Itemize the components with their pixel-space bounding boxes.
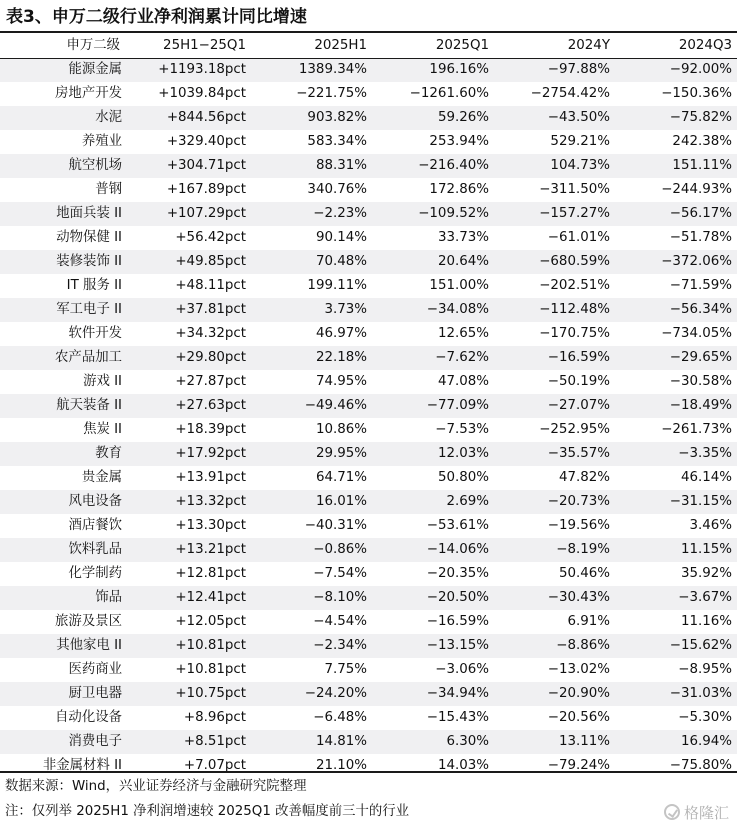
header-rule	[0, 58, 737, 59]
diff-cell: +1039.84pct	[158, 86, 246, 101]
q3-2024-cell: −150.36%	[661, 86, 732, 101]
table-row	[0, 514, 737, 538]
q1-2025-cell: 33.73%	[437, 230, 489, 245]
h1-2025-cell: −4.54%	[313, 614, 367, 629]
table-row	[0, 634, 737, 658]
diff-cell: +329.40pct	[166, 134, 246, 149]
diff-cell: +1193.18pct	[122, 58, 246, 82]
y-2024-cell: −27.07%	[489, 394, 610, 418]
industry-cell: 普钢	[95, 182, 122, 197]
y-2024-cell: 6.91%	[567, 614, 610, 629]
h1-2025-cell: 70.48%	[246, 250, 367, 274]
diff-cell: +13.32pct	[122, 490, 246, 514]
diff-cell: +13.91pct	[175, 470, 246, 485]
q1-2025-cell: −3.06%	[435, 662, 489, 677]
q3-2024-cell: 11.16%	[680, 614, 732, 629]
q3-2024-cell: −5.30%	[678, 710, 732, 725]
industry-cell: 厨卫电器	[0, 682, 122, 706]
table-row	[0, 370, 737, 394]
industry-cell: 动物保健 II	[56, 230, 122, 245]
h1-2025-cell: 21.10%	[315, 758, 367, 773]
source-note: 数据来源：Wind，兴业证券经济与金融研究院整理	[5, 779, 307, 794]
q3-2024-cell: −3.67%	[610, 586, 737, 610]
table-header-row	[0, 34, 737, 58]
y-2024-cell: −8.86%	[489, 634, 610, 658]
industry-cell: 航天装备 II	[0, 394, 122, 418]
diff-cell: +13.30pct	[175, 518, 246, 533]
q1-2025-cell: −77.09%	[367, 394, 489, 418]
top-rule	[0, 31, 737, 33]
y-2024-cell: −8.19%	[489, 538, 610, 562]
table-row	[0, 490, 737, 514]
table-row	[0, 466, 737, 490]
diff-cell: +12.05pct	[175, 614, 246, 629]
q1-2025-cell: −7.53%	[435, 422, 489, 437]
diff-cell: +7.07pct	[183, 758, 246, 773]
y-2024-cell: −16.59%	[489, 346, 610, 370]
q3-2024-cell: −8.95%	[678, 662, 732, 677]
diff-cell: +27.87pct	[175, 374, 246, 389]
table-row	[0, 610, 737, 634]
diff-cell: +17.92pct	[122, 442, 246, 466]
q1-2025-cell: −20.50%	[367, 586, 489, 610]
q3-2024-cell: 3.46%	[689, 518, 732, 533]
diff-cell: +37.81pct	[122, 298, 246, 322]
q3-2024-cell: −244.93%	[661, 182, 732, 197]
industry-cell: 养殖业	[81, 134, 122, 149]
y-2024-cell: −20.56%	[547, 710, 610, 725]
diff-cell: +10.81pct	[175, 662, 246, 677]
y-2024-cell: −79.24%	[547, 758, 610, 773]
q1-2025-cell: −7.62%	[367, 346, 489, 370]
q1-2025-cell: −15.43%	[426, 710, 489, 725]
y-2024-cell: −43.50%	[489, 106, 610, 130]
industry-cell: 水泥	[0, 106, 122, 130]
h1-2025-cell: −6.48%	[313, 710, 367, 725]
header-2025q1: 2025Q1	[435, 38, 489, 53]
h1-2025-cell: 16.01%	[246, 490, 367, 514]
h1-2025-cell: 10.86%	[315, 422, 367, 437]
y-2024-cell: −202.51%	[539, 278, 610, 293]
industry-cell: 软件开发	[68, 326, 122, 341]
h1-2025-cell: −49.46%	[246, 394, 367, 418]
table-row	[0, 682, 737, 706]
q3-2024-cell: 242.38%	[672, 134, 732, 149]
q1-2025-cell: −20.35%	[426, 566, 489, 581]
q1-2025-cell: 2.69%	[367, 490, 489, 514]
h1-2025-cell: 88.31%	[246, 154, 367, 178]
table-row	[0, 106, 737, 130]
h1-2025-cell: 583.34%	[307, 134, 367, 149]
diff-cell: +29.80pct	[122, 346, 246, 370]
table-row	[0, 130, 737, 154]
industry-cell: 风电设备	[0, 490, 122, 514]
diff-cell: +8.96pct	[183, 710, 246, 725]
diff-cell: +49.85pct	[122, 250, 246, 274]
h1-2025-cell: 90.14%	[315, 230, 367, 245]
q3-2024-cell: −56.34%	[610, 298, 737, 322]
table-row	[0, 562, 737, 586]
y-2024-cell: −61.01%	[547, 230, 610, 245]
industry-cell: 房地产开发	[55, 86, 122, 101]
q3-2024-cell: −71.59%	[669, 278, 732, 293]
h1-2025-cell: 14.81%	[246, 730, 367, 754]
q1-2025-cell: 253.94%	[429, 134, 489, 149]
table-row	[0, 346, 737, 370]
h1-2025-cell: −2.23%	[246, 202, 367, 226]
q3-2024-cell: 16.94%	[610, 730, 737, 754]
industry-cell: 装修装饰 II	[0, 250, 122, 274]
h1-2025-cell: −2.34%	[246, 634, 367, 658]
table-row	[0, 226, 737, 250]
y-2024-cell: −20.90%	[489, 682, 610, 706]
q3-2024-cell: −15.62%	[610, 634, 737, 658]
diff-cell: +12.81pct	[175, 566, 246, 581]
table-row	[0, 418, 737, 442]
diff-cell: +10.81pct	[122, 634, 246, 658]
q3-2024-cell: −92.00%	[610, 58, 737, 82]
industry-cell: 旅游及景区	[55, 614, 122, 629]
y-2024-cell: −680.59%	[489, 250, 610, 274]
bottom-rule	[0, 771, 737, 773]
table-row	[0, 706, 737, 730]
industry-cell: 酒店餐饮	[68, 518, 122, 533]
h1-2025-cell: 903.82%	[246, 106, 367, 130]
table-row	[0, 202, 737, 226]
y-2024-cell: −170.75%	[539, 326, 610, 341]
h1-2025-cell: 1389.34%	[246, 58, 367, 82]
h1-2025-cell: −7.54%	[313, 566, 367, 581]
y-2024-cell: −50.19%	[547, 374, 610, 389]
table-body	[0, 58, 737, 778]
y-2024-cell: −157.27%	[489, 202, 610, 226]
q1-2025-cell: 12.65%	[437, 326, 489, 341]
diff-cell: +107.29pct	[122, 202, 246, 226]
table-row	[0, 442, 737, 466]
table-row	[0, 298, 737, 322]
table-row	[0, 82, 737, 106]
q3-2024-cell: 35.92%	[680, 566, 732, 581]
q1-2025-cell: 151.00%	[429, 278, 489, 293]
table-row	[0, 586, 737, 610]
q1-2025-cell: −34.94%	[367, 682, 489, 706]
industry-cell: 农产品加工	[0, 346, 122, 370]
header-diff: 25H1−25Q1	[163, 38, 246, 53]
y-2024-cell: 104.73%	[489, 154, 610, 178]
q1-2025-cell: 59.26%	[367, 106, 489, 130]
y-2024-cell: −311.50%	[539, 182, 610, 197]
industry-cell: 化学制药	[68, 566, 122, 581]
y-2024-cell: −2754.42%	[530, 86, 610, 101]
industry-cell: 军工电子 II	[0, 298, 122, 322]
y-2024-cell: 50.46%	[558, 566, 610, 581]
h1-2025-cell: 46.97%	[315, 326, 367, 341]
y-2024-cell: −19.56%	[547, 518, 610, 533]
q1-2025-cell: −16.59%	[426, 614, 489, 629]
q1-2025-cell: 47.08%	[437, 374, 489, 389]
watermark	[664, 801, 729, 823]
table-row	[0, 394, 737, 418]
table-row	[0, 754, 737, 778]
industry-cell: 地面兵装 II	[0, 202, 122, 226]
industry-cell: 游戏 II	[83, 374, 122, 389]
industry-cell: 饮料乳品	[0, 538, 122, 562]
q3-2024-cell: −29.65%	[610, 346, 737, 370]
table-row	[0, 250, 737, 274]
h1-2025-cell: −24.20%	[246, 682, 367, 706]
q1-2025-cell: −216.40%	[367, 154, 489, 178]
y-2024-cell: −13.02%	[547, 662, 610, 677]
table-row	[0, 154, 737, 178]
diff-cell: +12.41pct	[122, 586, 246, 610]
industry-cell: 能源金属	[0, 58, 122, 82]
q1-2025-cell: 20.64%	[367, 250, 489, 274]
diff-cell: +56.42pct	[175, 230, 246, 245]
h1-2025-cell: 3.73%	[246, 298, 367, 322]
industry-cell: IT 服务 II	[66, 278, 122, 293]
q1-2025-cell: 50.80%	[437, 470, 489, 485]
industry-cell: 其他家电 II	[0, 634, 122, 658]
q3-2024-cell: −30.58%	[669, 374, 732, 389]
y-2024-cell: −112.48%	[489, 298, 610, 322]
industry-cell: 教育	[0, 442, 122, 466]
h1-2025-cell: 340.76%	[307, 182, 367, 197]
y-2024-cell: −35.57%	[489, 442, 610, 466]
table-title: 表3、申万二级行业净利润累计同比增速	[6, 7, 307, 27]
y-2024-cell: −252.95%	[539, 422, 610, 437]
y-2024-cell: −30.43%	[489, 586, 610, 610]
diff-cell: +27.63pct	[122, 394, 246, 418]
y-2024-cell: 47.82%	[558, 470, 610, 485]
h1-2025-cell: 22.18%	[246, 346, 367, 370]
q3-2024-cell: −31.03%	[610, 682, 737, 706]
q1-2025-cell: −53.61%	[426, 518, 489, 533]
q1-2025-cell: 12.03%	[367, 442, 489, 466]
industry-cell: 焦炭 II	[83, 422, 122, 437]
industry-cell: 非金属材料 II	[42, 758, 122, 773]
table-row	[0, 730, 737, 754]
diff-cell: +10.75pct	[122, 682, 246, 706]
industry-cell: 自动化设备	[55, 710, 122, 725]
q1-2025-cell: 14.03%	[437, 758, 489, 773]
table-row	[0, 658, 737, 682]
table-row	[0, 178, 737, 202]
q3-2024-cell: −18.49%	[610, 394, 737, 418]
industry-cell: 贵金属	[81, 470, 122, 485]
check-circle-icon	[664, 804, 680, 820]
q3-2024-cell: 151.11%	[610, 154, 737, 178]
y-2024-cell: 529.21%	[550, 134, 610, 149]
header-2024q3: 2024Q3	[678, 38, 732, 53]
q1-2025-cell: 196.16%	[367, 58, 489, 82]
industry-cell: 医药商业	[68, 662, 122, 677]
h1-2025-cell: −221.75%	[296, 86, 367, 101]
h1-2025-cell: −8.10%	[246, 586, 367, 610]
h1-2025-cell: 64.71%	[315, 470, 367, 485]
q3-2024-cell: −56.17%	[610, 202, 737, 226]
q3-2024-cell: −372.06%	[610, 250, 737, 274]
y-2024-cell: 13.11%	[489, 730, 610, 754]
y-2024-cell: −97.88%	[489, 58, 610, 82]
table-row	[0, 274, 737, 298]
diff-cell: +844.56pct	[122, 106, 246, 130]
diff-cell: +34.32pct	[175, 326, 246, 341]
q3-2024-cell: −261.73%	[661, 422, 732, 437]
q3-2024-cell: −75.80%	[669, 758, 732, 773]
q3-2024-cell: 11.15%	[610, 538, 737, 562]
q1-2025-cell: −13.15%	[367, 634, 489, 658]
h1-2025-cell: −40.31%	[304, 518, 367, 533]
header-industry: 申万二级	[66, 38, 120, 53]
q3-2024-cell: −734.05%	[661, 326, 732, 341]
q1-2025-cell: 6.30%	[367, 730, 489, 754]
diff-cell: +48.11pct	[175, 278, 246, 293]
q1-2025-cell: −109.52%	[367, 202, 489, 226]
footnote: 注：仅列举 2025H1 净利润增速较 2025Q1 改善幅度前三十的行业	[5, 804, 410, 819]
diff-cell: +13.21pct	[122, 538, 246, 562]
header-2024y: 2024Y	[567, 38, 610, 53]
header-2025h1: 2025H1	[314, 38, 367, 53]
q1-2025-cell: −1261.60%	[409, 86, 489, 101]
y-2024-cell: −20.73%	[489, 490, 610, 514]
q1-2025-cell: 172.86%	[429, 182, 489, 197]
h1-2025-cell: 29.95%	[246, 442, 367, 466]
diff-cell: +8.51pct	[122, 730, 246, 754]
diff-cell: +304.71pct	[122, 154, 246, 178]
h1-2025-cell: 7.75%	[324, 662, 367, 677]
q3-2024-cell: −31.15%	[610, 490, 737, 514]
watermark-text: 格隆汇	[683, 803, 729, 822]
diff-cell: +167.89pct	[166, 182, 246, 197]
q3-2024-cell: 46.14%	[680, 470, 732, 485]
h1-2025-cell: 199.11%	[307, 278, 367, 293]
table-row	[0, 538, 737, 562]
industry-cell: 航空机场	[0, 154, 122, 178]
table-row	[0, 322, 737, 346]
q3-2024-cell: −75.82%	[610, 106, 737, 130]
industry-cell: 消费电子	[0, 730, 122, 754]
diff-cell: +18.39pct	[175, 422, 246, 437]
q1-2025-cell: −14.06%	[367, 538, 489, 562]
industry-cell: 饰品	[0, 586, 122, 610]
q3-2024-cell: −3.35%	[610, 442, 737, 466]
h1-2025-cell: −0.86%	[246, 538, 367, 562]
industry-growth-table	[0, 34, 737, 778]
table-row	[0, 58, 737, 82]
h1-2025-cell: 74.95%	[315, 374, 367, 389]
q1-2025-cell: −34.08%	[367, 298, 489, 322]
q3-2024-cell: −51.78%	[669, 230, 732, 245]
